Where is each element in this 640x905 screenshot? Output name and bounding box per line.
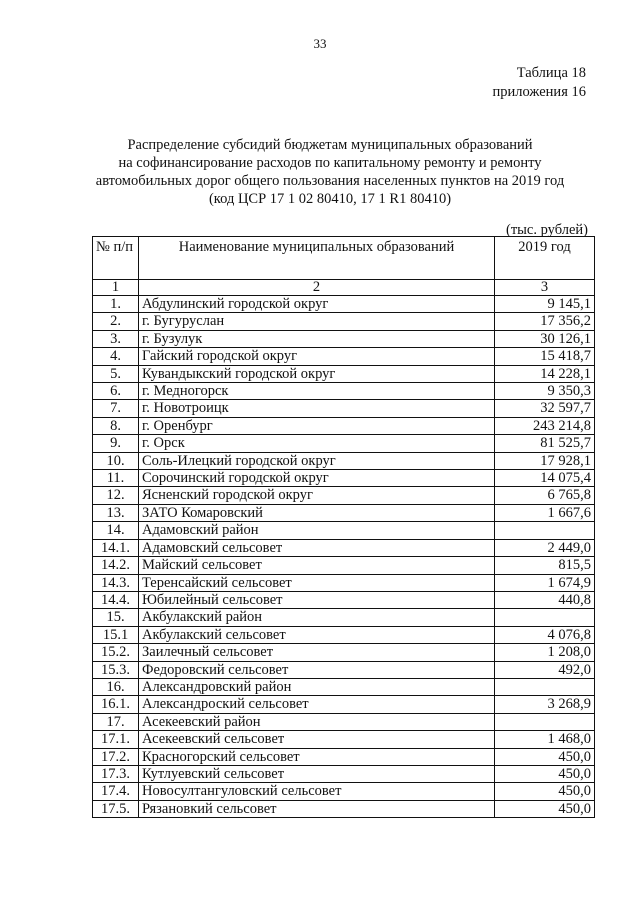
subsidy-amount: 450,0 xyxy=(495,765,595,782)
subsidy-amount: 14 228,1 xyxy=(495,365,595,382)
subsidy-amount: 15 418,7 xyxy=(495,348,595,365)
table-row xyxy=(93,765,595,782)
subsidy-amount: 1 674,9 xyxy=(495,574,595,591)
table-reference xyxy=(493,64,586,102)
row-number: 14.2. xyxy=(93,557,139,574)
table-row xyxy=(93,348,595,365)
table-row xyxy=(93,296,595,313)
appendix-number: приложения 16 xyxy=(492,84,586,100)
subsidy-table xyxy=(92,236,595,818)
row-number: 8. xyxy=(93,417,139,434)
row-number: 17.5. xyxy=(93,800,139,817)
row-number: 4. xyxy=(93,348,139,365)
table-row xyxy=(93,591,595,608)
row-number: 5. xyxy=(93,365,139,382)
municipality-name: Александроский сельсовет xyxy=(139,696,495,713)
row-number: 14. xyxy=(93,522,139,539)
subsidy-amount: 4 076,8 xyxy=(495,626,595,643)
title-line-2: на софинансирование расходов по капитальному ремонту и ремонту xyxy=(118,155,542,171)
table-row xyxy=(93,522,595,539)
table-row xyxy=(93,400,595,417)
subsidy-amount: 6 765,8 xyxy=(495,487,595,504)
row-number: 3. xyxy=(93,330,139,347)
municipality-name: г. Новотроицк xyxy=(139,400,495,417)
municipality-name: Красногорский сельсовет xyxy=(139,748,495,765)
municipality-name: Сорочинский городской округ xyxy=(139,470,495,487)
subsidy-amount: 450,0 xyxy=(495,748,595,765)
row-number: 2. xyxy=(93,313,139,330)
header-year: 2019 год xyxy=(495,237,595,280)
subsidy-amount: 815,5 xyxy=(495,557,595,574)
municipality-name: Кувандыкский городской округ xyxy=(139,365,495,382)
municipality-name: г. Бугуруслан xyxy=(139,313,495,330)
row-number: 16.1. xyxy=(93,696,139,713)
subsidy-amount: 450,0 xyxy=(495,800,595,817)
column-number-3: 3 xyxy=(495,280,595,296)
subsidy-amount: 14 075,4 xyxy=(495,470,595,487)
row-number: 11. xyxy=(93,470,139,487)
row-number: 9. xyxy=(93,435,139,452)
table-row xyxy=(93,783,595,800)
row-number: 1. xyxy=(93,296,139,313)
municipality-name: Асекеевский сельсовет xyxy=(139,731,495,748)
subsidy-amount: 2 449,0 xyxy=(495,539,595,556)
table-row xyxy=(93,748,595,765)
row-number: 13. xyxy=(93,504,139,521)
title-line-3: автомобильных дорог общего пользования населенных пунктов на 2019 год xyxy=(95,173,565,189)
page-number: 33 xyxy=(313,36,327,51)
municipality-name: Адамовский район xyxy=(139,522,495,539)
municipality-name: Майский сельсовет xyxy=(139,557,495,574)
municipality-name: г. Медногорск xyxy=(139,383,495,400)
table-row xyxy=(93,330,595,347)
title-line-4: (код ЦСР 17 1 02 80410, 17 1 R1 80410) xyxy=(208,191,452,207)
municipality-name: Рязановкий сельсовет xyxy=(139,800,495,817)
subsidy-amount xyxy=(495,522,595,539)
row-number: 7. xyxy=(93,400,139,417)
subsidy-amount: 1 468,0 xyxy=(495,731,595,748)
municipality-name: Александровский район xyxy=(139,678,495,695)
municipality-name: Заилечный сельсовет xyxy=(139,644,495,661)
row-number: 17.4. xyxy=(93,783,139,800)
municipality-name: Акбулакский сельсовет xyxy=(139,626,495,643)
municipality-name: Абдулинский городской округ xyxy=(139,296,495,313)
row-number: 17. xyxy=(93,713,139,730)
table-row xyxy=(93,644,595,661)
subsidy-amount: 440,8 xyxy=(495,591,595,608)
subsidy-amount: 9 350,3 xyxy=(495,383,595,400)
municipality-name: г. Бузулук xyxy=(139,330,495,347)
table-row xyxy=(93,574,595,591)
row-number: 10. xyxy=(93,452,139,469)
table-row xyxy=(93,504,595,521)
row-number: 15. xyxy=(93,609,139,626)
row-number: 6. xyxy=(93,383,139,400)
table-row xyxy=(93,435,595,452)
subsidy-amount xyxy=(495,713,595,730)
municipality-name: Адамовский сельсовет xyxy=(139,539,495,556)
row-number: 16. xyxy=(93,678,139,695)
table-row xyxy=(93,731,595,748)
table-row xyxy=(93,696,595,713)
row-number: 14.1. xyxy=(93,539,139,556)
subsidy-amount: 81 525,7 xyxy=(495,435,595,452)
table-row xyxy=(93,539,595,556)
municipality-name: ЗАТО Комаровский xyxy=(139,504,495,521)
subsidy-amount: 32 597,7 xyxy=(495,400,595,417)
subsidy-amount: 450,0 xyxy=(495,783,595,800)
row-number: 14.4. xyxy=(93,591,139,608)
subsidy-amount: 1 667,6 xyxy=(495,504,595,521)
municipality-name: Теренсайский сельсовет xyxy=(139,574,495,591)
municipality-name: Асекеевский район xyxy=(139,713,495,730)
municipality-name: Юбилейный сельсовет xyxy=(139,591,495,608)
document-title xyxy=(60,136,600,208)
row-number: 15.2. xyxy=(93,644,139,661)
units-label: (тыс. рублей) xyxy=(506,222,588,238)
subsidy-amount: 243 214,8 xyxy=(495,417,595,434)
municipality-name: Федоровский сельсовет xyxy=(139,661,495,678)
subsidy-amount xyxy=(495,678,595,695)
row-number: 12. xyxy=(93,487,139,504)
municipality-name: г. Орск xyxy=(139,435,495,452)
table-row xyxy=(93,470,595,487)
row-number: 17.2. xyxy=(93,748,139,765)
table-row xyxy=(93,487,595,504)
subsidy-amount: 30 126,1 xyxy=(495,330,595,347)
table-row xyxy=(93,678,595,695)
table-row xyxy=(93,609,595,626)
row-number: 15.3. xyxy=(93,661,139,678)
municipality-name: Новосултангуловский сельсовет xyxy=(139,783,495,800)
table-row xyxy=(93,626,595,643)
subsidy-amount: 17 356,2 xyxy=(495,313,595,330)
subsidy-amount: 17 928,1 xyxy=(495,452,595,469)
municipality-name: г. Оренбург xyxy=(139,417,495,434)
subsidy-amount: 9 145,1 xyxy=(495,296,595,313)
table-row xyxy=(93,417,595,434)
subsidy-amount: 1 208,0 xyxy=(495,644,595,661)
subsidy-amount: 3 268,9 xyxy=(495,696,595,713)
column-number-1: 1 xyxy=(93,280,139,296)
row-number: 14.3. xyxy=(93,574,139,591)
table-row xyxy=(93,800,595,817)
title-line-1: Распределение субсидий бюджетам муниципальных образований xyxy=(127,137,533,153)
municipality-name: Ясненский городской округ xyxy=(139,487,495,504)
table-row xyxy=(93,452,595,469)
subsidy-amount: 492,0 xyxy=(495,661,595,678)
municipality-name: Соль-Илецкий городской округ xyxy=(139,452,495,469)
table-row xyxy=(93,557,595,574)
municipality-name: Акбулакский район xyxy=(139,609,495,626)
header-name: Наименование муниципальных образований xyxy=(139,237,495,280)
subsidy-amount xyxy=(495,609,595,626)
column-number-2: 2 xyxy=(139,280,495,296)
table-row xyxy=(93,713,595,730)
municipality-name: Кутлуевский сельсовет xyxy=(139,765,495,782)
table-number: Таблица 18 xyxy=(516,65,586,81)
table-body xyxy=(93,296,595,818)
table-row xyxy=(93,661,595,678)
row-number: 17.1. xyxy=(93,731,139,748)
table-row xyxy=(93,383,595,400)
row-number: 17.3. xyxy=(93,765,139,782)
row-number: 15.1 xyxy=(93,626,139,643)
table-row xyxy=(93,365,595,382)
municipality-name: Гайский городской округ xyxy=(139,348,495,365)
header-num: № п/п xyxy=(93,237,139,280)
table-row xyxy=(93,313,595,330)
